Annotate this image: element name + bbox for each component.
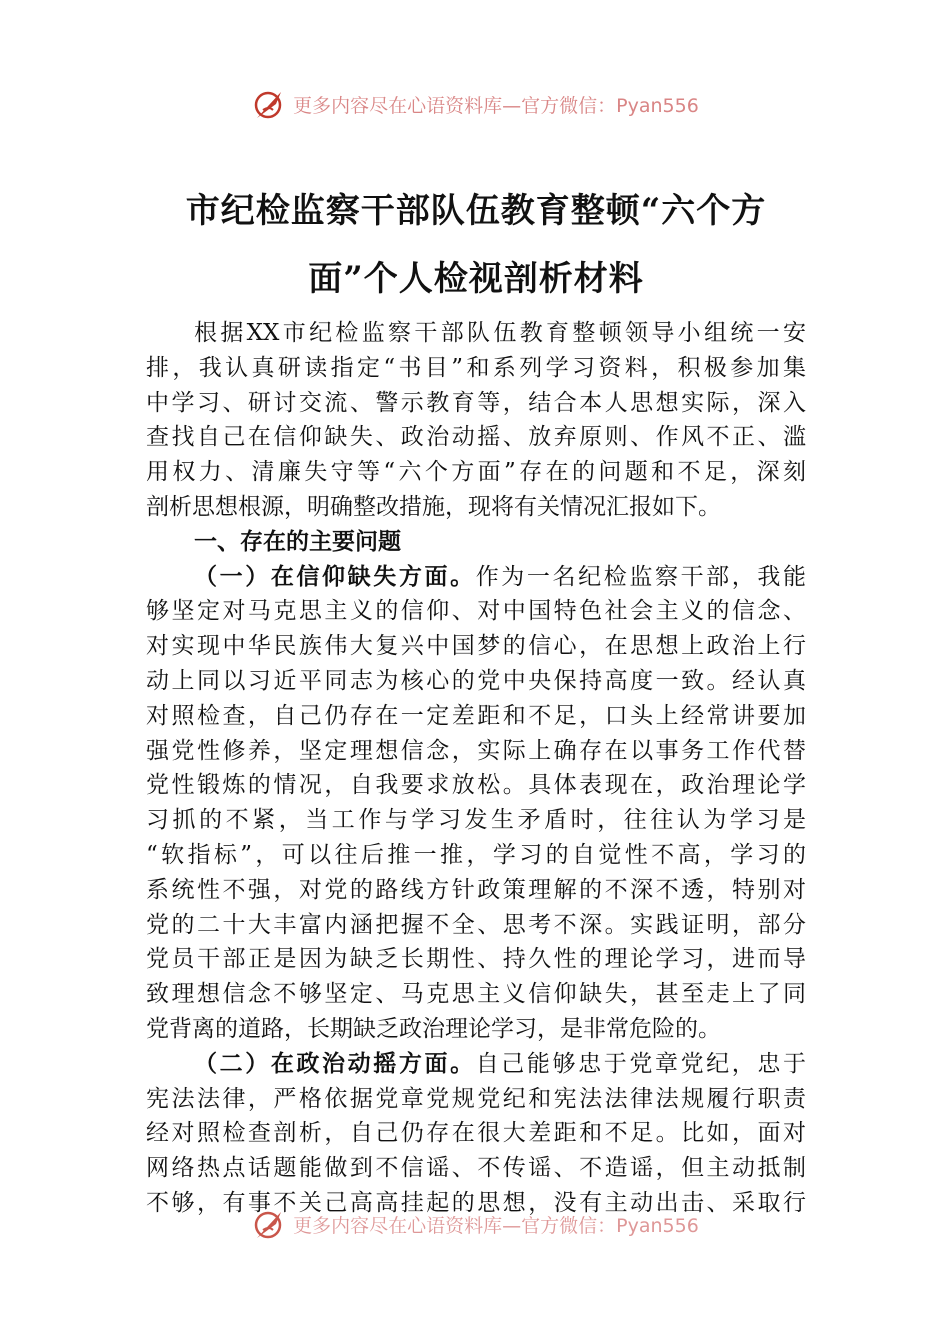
paragraph-line: 剖析思想根源，明确整改措施，现将有关情况汇报如下。	[146, 493, 721, 520]
section-heading: 一、存在的主要问题	[194, 528, 401, 555]
paragraph-line	[146, 560, 806, 595]
paragraph-line	[146, 1047, 806, 1082]
document-title-line-1: 市纪检监察干部队伍教育整顿“六个方	[185, 191, 767, 231]
paragraph-line: 查找自己在信仰缺失、政治动摇、放弃原则、作风不正、滥	[146, 424, 806, 451]
paragraph-line: 根据XX市纪检监察干部队伍教育整顿领导小组统一安	[194, 320, 806, 346]
watermark-text: 更多内容尽在心语资料库—官方微信：Pyan556	[293, 94, 699, 117]
paragraph-line: 网络热点话题能做到不信谣、不传谣、不造谣，但主动抵制	[146, 1155, 806, 1182]
paragraph-line: “软指标”，可以往后推一推，学习的自觉性不高，学习的	[146, 841, 806, 868]
watermark-text: 更多内容尽在心语资料库—官方微信：Pyan556	[293, 1214, 699, 1237]
watermark-footer	[0, 1206, 950, 1242]
paragraph-text: 作为一名纪检监察干部，我能	[475, 563, 806, 590]
subsection-heading: （一）在信仰缺失方面。	[194, 562, 476, 590]
paragraph-line: 党背离的道路，长期缺乏政治理论学习，是非常危险的。	[146, 1015, 721, 1042]
paragraph-line: 宪法法律，严格依据党章党规党纪和宪法法律法规履行职责	[146, 1085, 806, 1112]
paragraph-line: 对照检查，自己仍存在一定差距和不足，口头上经常讲要加	[146, 702, 806, 729]
document-body	[146, 316, 806, 1221]
quill-logo-icon	[251, 1206, 287, 1242]
paragraph-line: 经对照检查剖析，自己仍存在很大差距和不足。比如，面对	[146, 1120, 806, 1147]
paragraph-line: 不够，有事不关己高高挂起的思想，没有主动出击、采取行	[146, 1189, 806, 1216]
watermark-header	[0, 86, 950, 122]
paragraph-text: 自己能够忠于党章党纪，忠于	[475, 1050, 806, 1077]
paragraph-line: 习抓的不紧，当工作与学习发生矛盾时，往往认为学习是	[146, 807, 806, 834]
subsection-heading: （二）在政治动摇方面。	[194, 1049, 476, 1077]
paragraph-line: 致理想信念不够坚定、马克思主义信仰缺失，甚至走上了同	[146, 981, 806, 1008]
document-title-line-2: 面”个人检视剖析材料	[308, 259, 644, 299]
paragraph-line: 系统性不强，对党的路线方针政策理解的不深不透，特别对	[146, 876, 806, 903]
paragraph-line: 用权力、清廉失守等“六个方面”存在的问题和不足，深刻	[146, 459, 806, 486]
quill-logo-icon	[251, 86, 287, 122]
paragraph-line: 党员干部正是因为缺乏长期性、持久性的理论学习，进而导	[146, 946, 806, 973]
paragraph-line: 对实现中华民族伟大复兴中国梦的信心，在思想上政治上行	[146, 633, 806, 660]
paragraph-line: 排，我认真研读指定“书目”和系列学习资料，积极参加集	[146, 354, 806, 381]
paragraph-line: 党的二十大丰富内涵把握不全、思考不深。实践证明，部分	[146, 911, 806, 938]
paragraph-line: 够坚定对马克思主义的信仰、对中国特色社会主义的信念、	[146, 598, 806, 625]
paragraph-line: 中学习、研讨交流、警示教育等，结合本人思想实际，深入	[146, 389, 806, 416]
paragraph-line: 强党性修养，坚定理想信念，实际上确存在以事务工作代替	[146, 737, 806, 764]
paragraph-line: 动上同以习近平同志为核心的党中央保持高度一致。经认真	[146, 667, 806, 694]
paragraph-line: 党性锻炼的情况，自我要求放松。具体表现在，政治理论学	[146, 772, 806, 799]
